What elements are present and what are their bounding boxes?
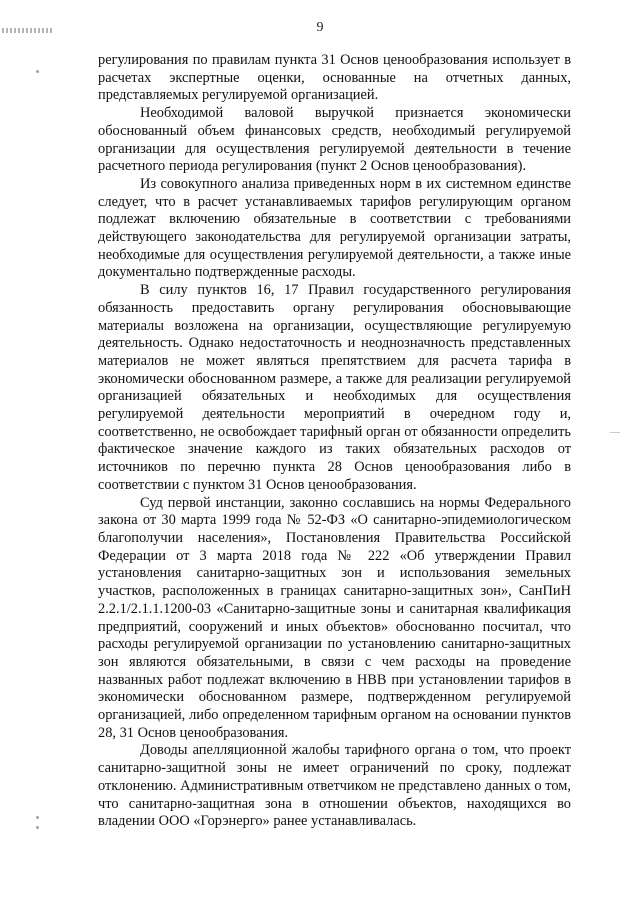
paragraph: В силу пунктов 16, 17 Правил государственного регулирования обязанность предоставить органу регулирования обосновывающие материалы возложена на организации, осуществляющие регулируемую деятельность. Однако недостаточность и неоднозначность представленных материалов не может являться препятствием для расчета тарифа в экономически обоснованном размере, а также для реализации регулируемой организацией обязательных и необходимых для осуществления регулируемой деятельности мероприятий в очередном году и, соответственно, не освобождает тарифный орган от обязанности определить фактическое значение каждого из таких обязательных расходов от источников по перечню пункта 28 Основ ценообразования либо в соответствии с пунктом 31 Основ ценообразования. xyxy=(98,282,571,493)
margin-dot xyxy=(36,826,39,829)
document-body xyxy=(98,52,571,831)
paragraph: регулирования по правилам пункта 31 Основ ценообразования использует в расчетах экспертные оценки, основанные на отчетных данных, представляемых регулируемой организацией. xyxy=(98,52,571,104)
edge-mark xyxy=(610,432,620,433)
paragraph: Из совокупного анализа приведенных норм в их системном единстве следует, что в расчет устанавливаемых тарифов регулирующим органом подлежат включению обязательные в соответствии с требованиями действующего законодательства для регулируемой организации затраты, необходимые для осуществления регулируемой деятельности, а также иные документально подтвержденные расходы. xyxy=(98,175,571,281)
paragraph: Доводы апелляционной жалобы тарифного органа о том, что проект санитарно-защитной зоны не имеет ограничений по сроку, подлежат отклонению. Административным ответчиком не представлено данных о том, что санитарно-защитная зона в отношении объектов, находящихся во владении ООО «Горэнерго» ранее устанавливалась. xyxy=(98,742,571,830)
page-number: 9 xyxy=(316,20,324,35)
margin-dot xyxy=(36,816,39,819)
margin-dot xyxy=(36,70,39,73)
paragraph: Необходимой валовой выручкой признается экономически обоснованный объем финансовых средств, необходимый регулируемой организации для осуществления регулируемой деятельности в течение расчетного периода регулирования (пункт 2 Основ ценообразования). xyxy=(98,105,571,175)
paragraph: Суд первой инстанции, законно сославшись на нормы Федерального закона от 30 марта 1999 года № 52-ФЗ «О санитарно-эпидемиологическом благополучии населения», Постановления Правительства Российской Федерации от 3 марта 2018 года № 222 «Об утверждении Правил установления санитарно-защитных зон и использования земельных участков, расположенных в границах санитарно-защитных зон», СанПиН 2.2.1/2.1.1.1200-03 «Санитарно-защитные зоны и санитарная квалификация предприятий, сооружений и иных объектов» обоснованно посчитал, что расходы регулируемой организации по установлению санитарно-защитных зон являются обязательными, в связи с чем расходы на проведение названных работ подлежат включению в НВВ при установлении тарифов в экономически обоснованном размере, подтвержденном регулируемой организацией, либо определенном тарифным органом на основании пунктов 28, 31 Основ ценообразования. xyxy=(98,494,571,741)
